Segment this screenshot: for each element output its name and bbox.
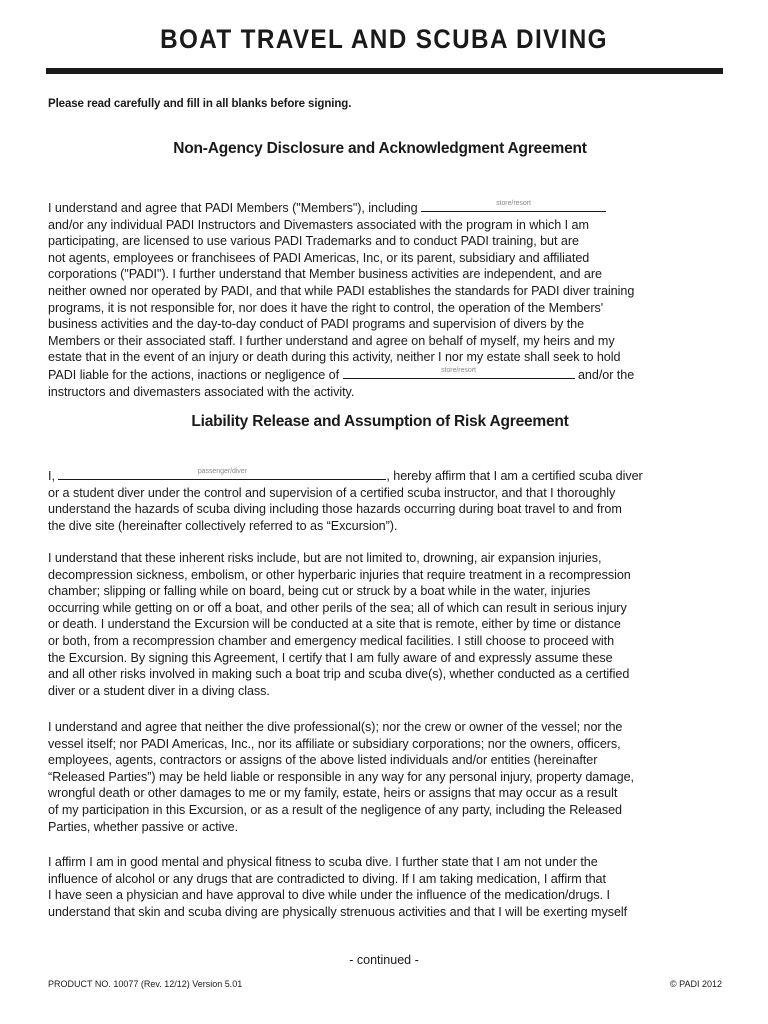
blank-hint: store/resort xyxy=(496,200,531,207)
continued-note: - continued - xyxy=(349,953,419,967)
title-rule xyxy=(46,68,723,74)
section-heading-liability: Liability Release and Assumption of Risk Agreement xyxy=(191,413,569,430)
paragraph-line: wrongful death or other damages to me or my family, estate, heirs or assigns that may occur as a result xyxy=(48,786,618,801)
line-text: PADI liable for the actions, inactions or negligence of xyxy=(48,367,340,382)
paragraph-line: neither owned nor operated by PADI, and that while PADI establishes the standards for PADI diver training xyxy=(48,283,635,298)
paragraph-line: influence of alcohol or any drugs that are contradicted to diving. If I am taking medication, I affirm that xyxy=(48,871,606,886)
paragraph-line: employees, agents, contractors or assigns of the above listed individuals and/or entities (hereinafter xyxy=(48,753,598,768)
paragraph-line: I understand and agree that neither the dive professional(s); nor the crew or owner of the vessel; nor the xyxy=(48,720,623,734)
instructions: Please read carefully and fill in all blanks before signing. xyxy=(48,98,352,110)
paragraph-line: understand the hazards of scuba diving including those hazards occurring during boat travel to and from xyxy=(48,502,622,517)
store-resort-blank-2[interactable] xyxy=(343,366,575,379)
paragraph-line: of my participation in this Excursion, or as a result of the negligence of any party, including the Released xyxy=(48,802,622,817)
non-agency-paragraph xyxy=(48,199,718,400)
blank-hint: store/resort xyxy=(441,366,476,374)
paragraph-line: I affirm I am in good mental and physical fitness to scuba dive. I further state that I am not under the xyxy=(48,855,598,869)
paragraph-line: diver or a student diver in a diving class. xyxy=(48,683,270,698)
line-text: , hereby affirm that I am a certified scuba diver xyxy=(386,469,643,483)
paragraph-line: the dive site (hereinafter collectively referred to as “Excursion”). xyxy=(48,518,398,533)
paragraph-line: I understand that these inherent risks include, but are not limited to, drowning, air expansion injuries, xyxy=(48,551,602,565)
paragraph-line: chamber; slipping or falling while on board, being cut or struck by a boat while in the water, injuries xyxy=(48,584,591,599)
paragraph-line: participating, are licensed to use various PADI Trademarks and to conduct PADI training, but are xyxy=(48,234,579,249)
paragraph-line: corporations ("PADI"). I further understand that Member business activities are independent, and are xyxy=(48,267,602,282)
paragraph-line: and/or any individual PADI Instructors and Divemasters associated with the program in which I am xyxy=(48,217,589,232)
paragraph-line xyxy=(48,366,718,384)
liability-paragraph-2 xyxy=(48,550,718,699)
paragraph-line: Parties, whether passive or active. xyxy=(48,819,239,834)
blank-hint: passenger/diver xyxy=(197,468,247,475)
paragraph-line: business activities and the day-to-day conduct of PADI programs and supervision of divers by the xyxy=(48,317,585,332)
store-resort-blank[interactable] xyxy=(421,199,606,212)
paragraph-line: estate that in the event of an injury or death during this activity, neither I nor my estate shall seek to hold xyxy=(48,350,621,365)
paragraph-line: I have seen a physician and have approval to dive while under the influence of the medication/drugs. I xyxy=(48,888,610,903)
paragraph-line: vessel itself; nor PADI Americas, Inc., nor its affiliate or subsidiary corporations; nor the owners, officers, xyxy=(48,736,621,751)
paragraph-line: occurring while getting on or off a boat, and other perils of the sea; all of which can result in serious injury xyxy=(48,600,627,615)
paragraph-line: understand that skin and scuba diving are physically strenuous activities and that I will be exerting myself xyxy=(48,904,628,919)
paragraph-line: the Excursion. By signing this Agreement, I certify that I am fully aware of and expressly assume these xyxy=(48,650,613,665)
paragraph-line: or both, from a recompression chamber and emergency medical facilities. I still choose to proceed with xyxy=(48,633,615,648)
liability-paragraph-1 xyxy=(48,467,718,534)
paragraph-line xyxy=(48,199,718,217)
paragraph-line: and all other risks involved in making such a boat trip and scuba dive(s), whether conducted as a certified xyxy=(48,667,630,682)
line-text: I understand and agree that PADI Members ("Members"), including xyxy=(48,201,418,215)
product-number: PRODUCT NO. 10077 (Rev. 12/12) Version 5.01 xyxy=(48,979,243,989)
paragraph-line: decompression sickness, embolism, or other hyperbaric injuries that require treatment in a recompression xyxy=(48,567,631,582)
paragraph-line: or a student diver under the control and supervision of a certified scuba instructor, and that I thoroughly xyxy=(48,485,616,500)
liability-paragraph-3 xyxy=(48,719,718,835)
paragraph-line: or death. I understand the Excursion will be conducted at a site that is remote, either by time or distance xyxy=(48,617,621,632)
section-heading-non-agency: Non-Agency Disclosure and Acknowledgment Agreement xyxy=(173,140,587,157)
line-text: I, xyxy=(48,469,55,483)
paragraph-line: instructors and divemasters associated with the activity. xyxy=(48,384,355,399)
copyright: © PADI 2012 xyxy=(670,979,722,989)
paragraph-line: not agents, employees or franchisees of PADI Americas, Inc, or its parent, subsidiary and affiliated xyxy=(48,250,590,265)
passenger-diver-blank[interactable] xyxy=(58,467,386,480)
paragraph-line: “Released Parties”) may be held liable or responsible in any way for any personal injury, property damage, xyxy=(48,769,634,784)
document-title: BOAT TRAVEL AND SCUBA DIVING xyxy=(160,24,608,54)
liability-paragraph-4 xyxy=(48,854,718,920)
paragraph-line: programs, it is not responsible for, nor does it have the right to control, the operation of the Members' xyxy=(48,300,604,315)
paragraph-line xyxy=(48,467,718,485)
line-text: and/or the xyxy=(577,367,635,382)
paragraph-line: Members or their associated staff. I further understand and agree on behalf of myself, my heirs and my xyxy=(48,333,615,348)
